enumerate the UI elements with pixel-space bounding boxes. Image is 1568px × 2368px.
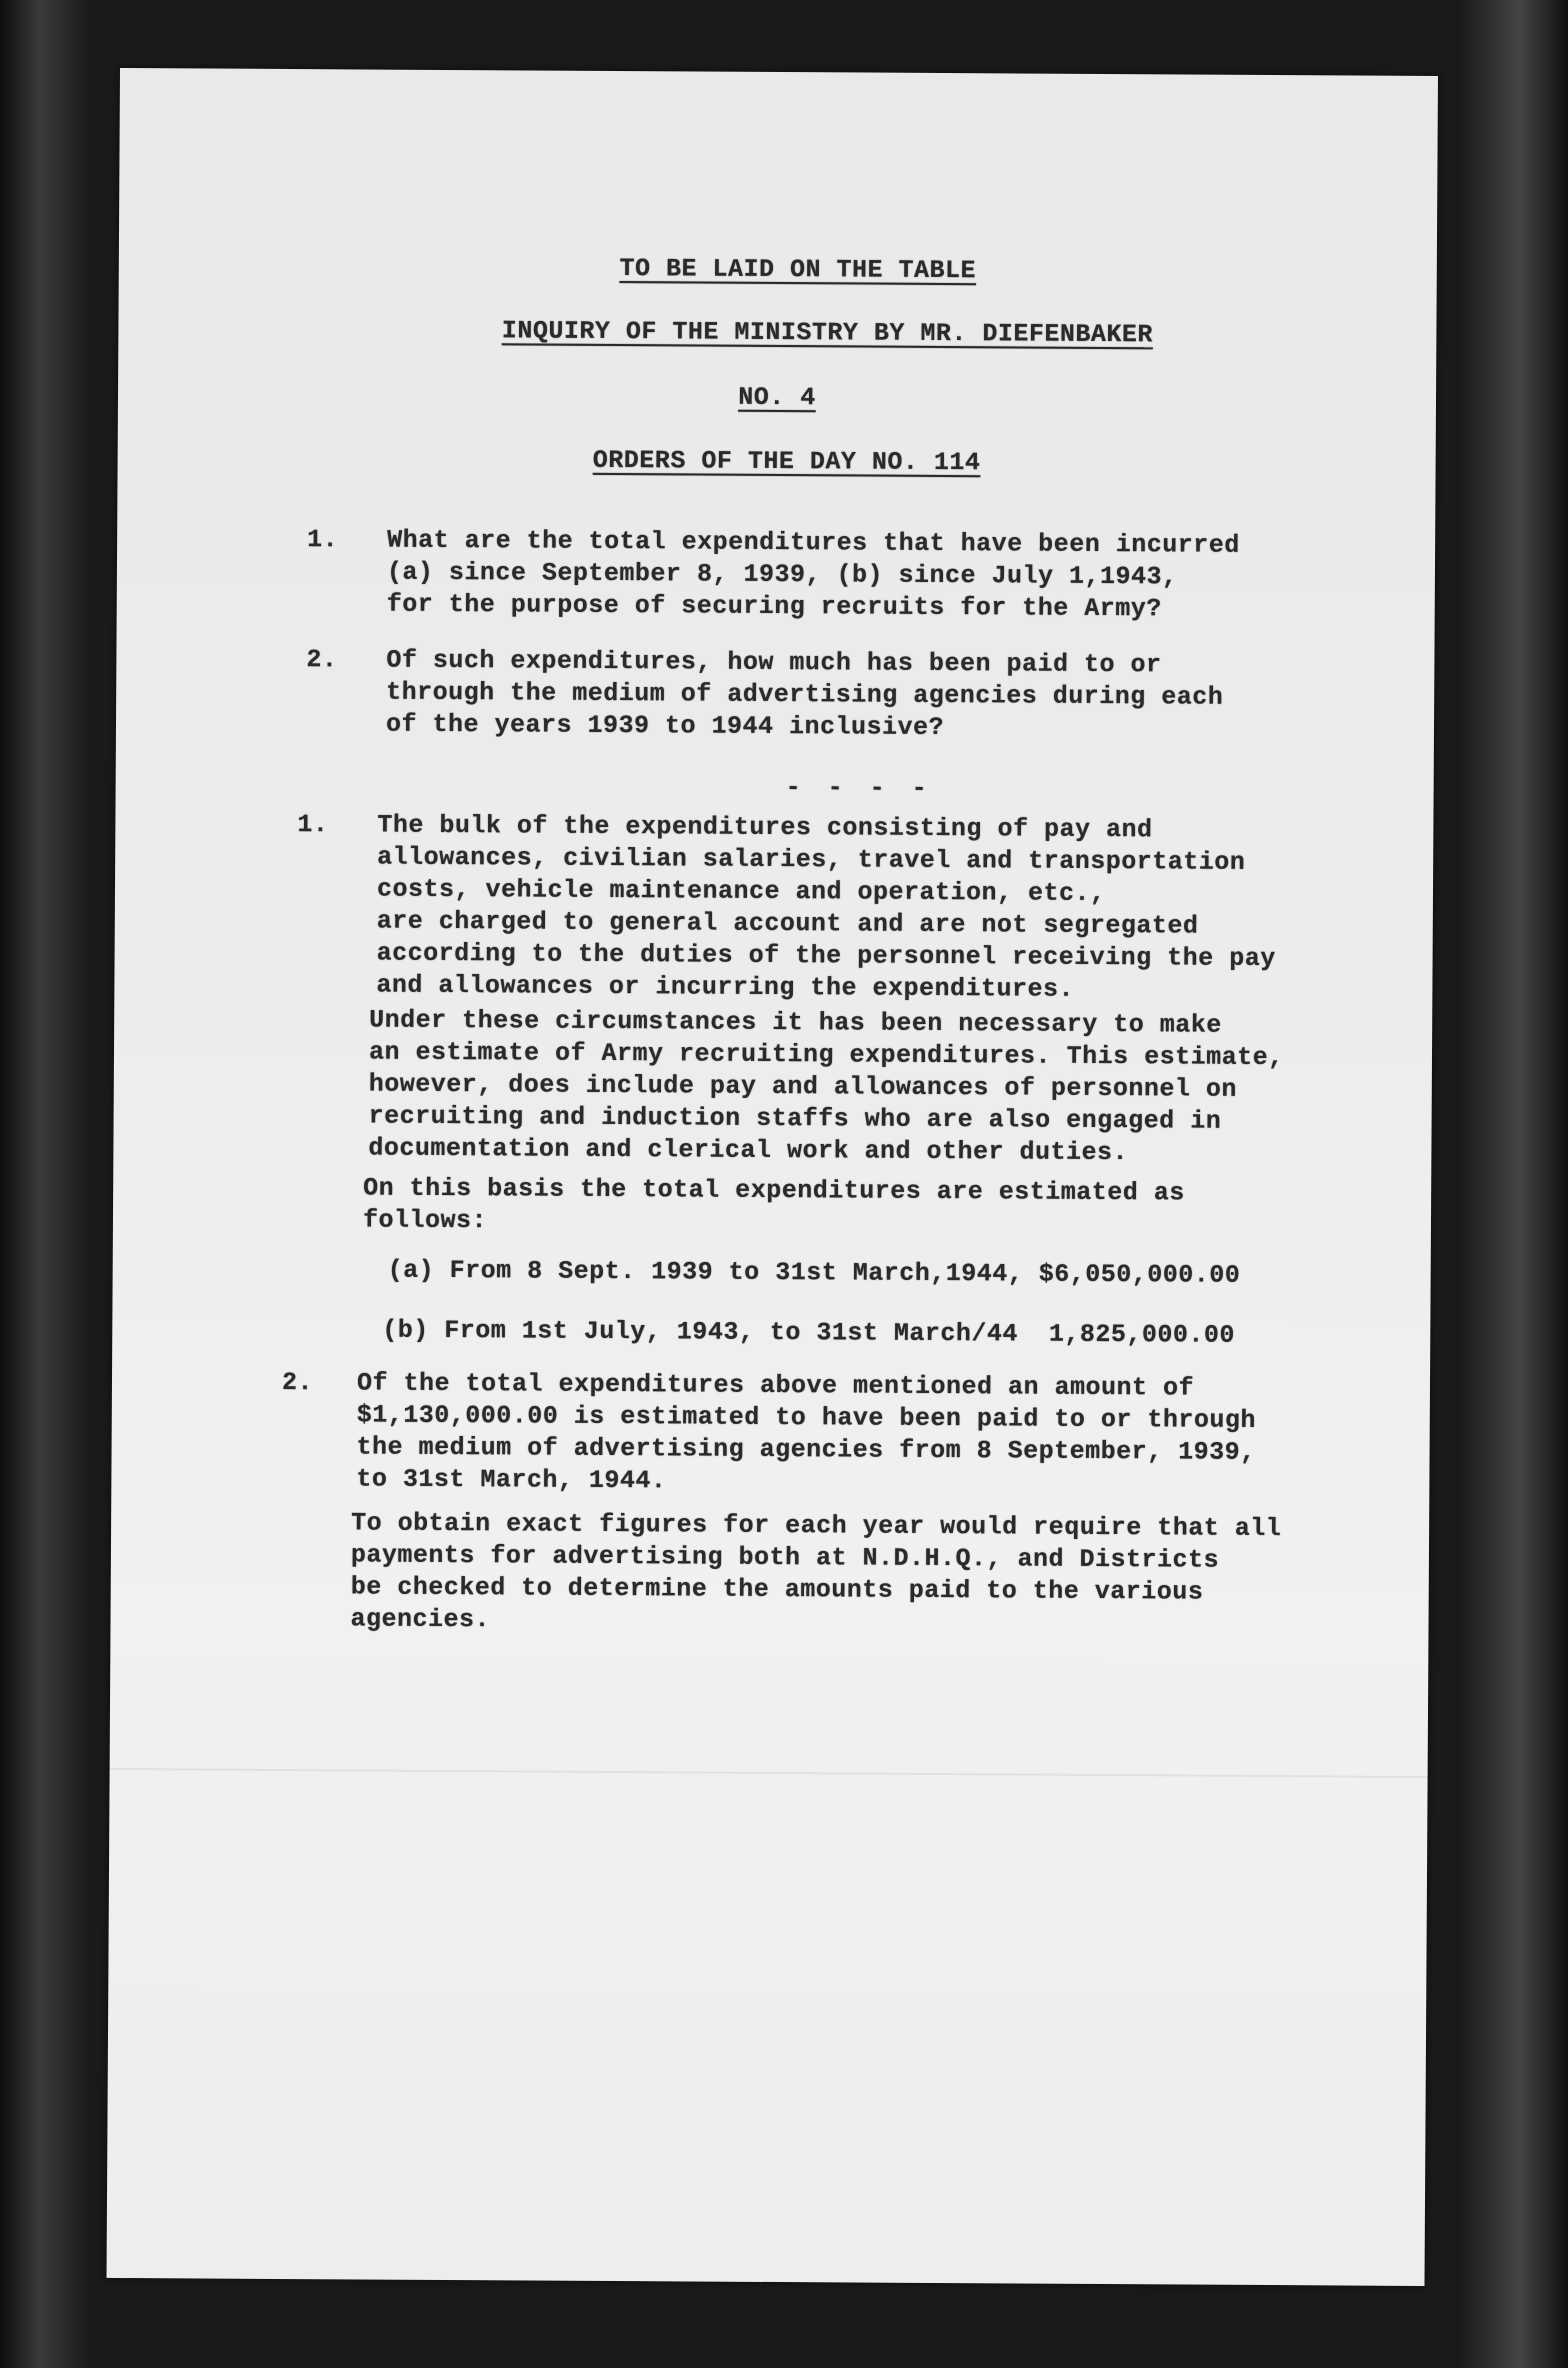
question-2-number: 2. (306, 645, 338, 675)
answer-2-paragraph-2: To obtain exact figures for each year would require that all payments for advertising both at N.D.H.Q., and Districts be checked to determine the amounts paid to the various agencies. (350, 1508, 1282, 1635)
answer-1-paragraph-2: Under these circumstances it has been necessary to make an estimate of Army recruiting expenditures. This estimate, however, does include pay and allowances of personnel on recruiting and induction staffs who are also engaged in documentation and clerical work and other duties. (368, 1005, 1284, 1168)
answer-1-paragraph-3: On this basis the total expenditures are estimated as follows: (362, 1173, 1185, 1236)
answer-1-number: 1. (297, 810, 329, 840)
page-fold (110, 1768, 1428, 1778)
heading-laid-on-table: TO BE LAID ON THE TABLE (619, 254, 977, 286)
expenditure-item-a: (a) From 8 Sept. 1939 to 31st March,1944, $6,050,000.00 (387, 1255, 1241, 1290)
heading-orders-of-day: ORDERS OF THE DAY NO. 114 (592, 445, 981, 478)
document-page (107, 68, 1438, 2286)
expenditure-item-b: (b) From 1st July, 1943, to 31st March/44 1,825,000.00 (382, 1315, 1236, 1350)
question-1-number: 1. (307, 525, 339, 555)
section-divider: - - - - (785, 773, 933, 803)
heading-inquiry: INQUIRY OF THE MINISTRY BY MR. DIEFENBAKER (501, 316, 1154, 350)
question-2-text: Of such expenditures, how much has been paid to or through the medium of advertising agencies during each of the years 1939 to 1944 inclusive? (385, 645, 1224, 743)
answer-2-paragraph-1: Of the total expenditures above mentioned an amount of $1,130,000.00 is estimated to have been paid to or through the medium of advertising agencies from 8 September, 1939, to 31st March, 1944. (356, 1368, 1257, 1496)
heading-number: NO. 4 (738, 382, 816, 413)
question-1-text: What are the total expenditures that have been incurred (a) since September 8, 1939, (b) since July 1,1943, for the purpose of securing recruits for the Army? (386, 525, 1240, 624)
answer-1-paragraph-1: The bulk of the expenditures consisting of pay and allowances, civilian salaries, travel and transportation costs, vehicle maintenance and operation, etc., are charged to general account and are not segregated according to the duties of the personnel receiving the pay and allowances or incurring the expenditures. (376, 810, 1276, 1004)
answer-2-number: 2. (281, 1367, 314, 1398)
